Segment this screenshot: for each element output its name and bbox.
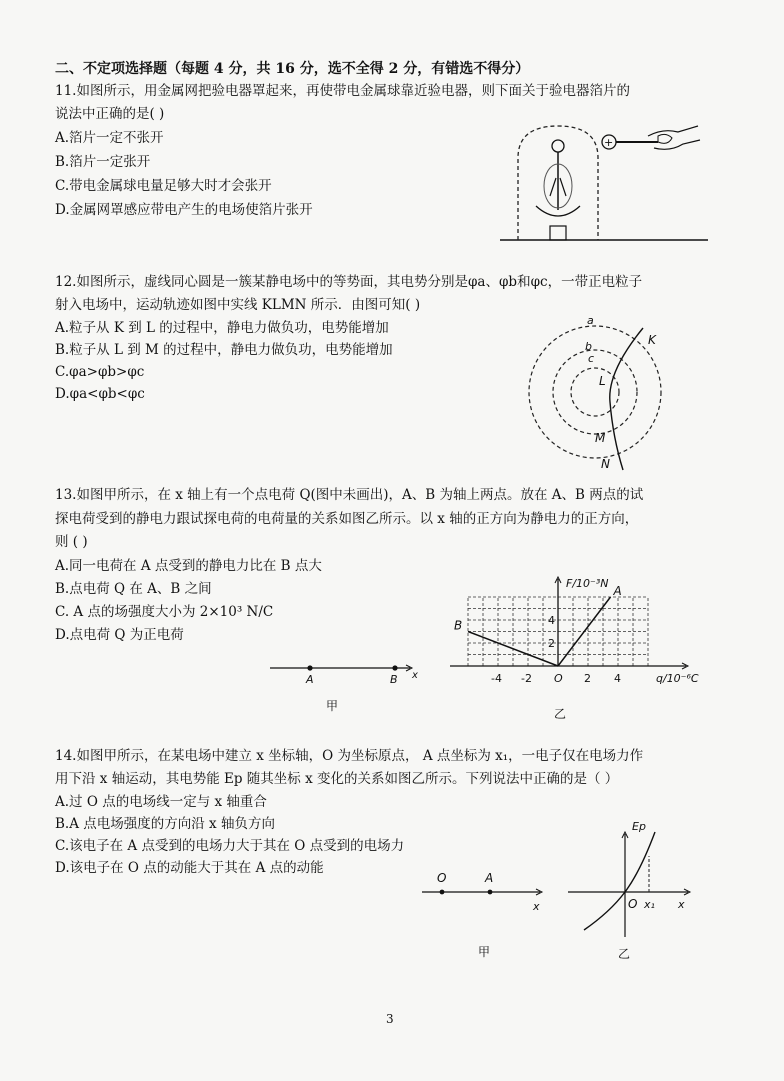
series-label-a: A [613,584,622,598]
x-tick-label: -4 [491,672,502,685]
q11-option-a: A.箔片一定不张开 [55,130,164,146]
trajectory-klmn [610,328,643,470]
q13-option-c: C. A 点的场强度大小为 2×10³ N/C [55,604,274,620]
q14-fig-jia [420,870,560,965]
q14-fig-yi-ep-curve [560,812,710,967]
x-tick-label: -2 [521,672,532,685]
label-b: b [585,340,592,353]
q12-option-c: C.φa>φb>φc [55,364,145,380]
q13-force-charge-chart [440,560,710,720]
page-number: 3 [386,1012,394,1026]
caption-jia: 甲 [326,699,339,713]
label-x: x [412,670,418,681]
electroscope-knob [552,140,564,152]
x-tick-label: 2 [584,672,591,685]
q11-electroscope-figure [498,118,723,248]
label-k: K [648,333,656,347]
q12-stem-line1: 12.如图所示，虚线同心圆是一簇某静电场中的等势面，其电势分别是φa、φb和φc，一带正电粒子 [55,274,643,290]
q14-option-a: A.过 O 点的电场线一定与 x 轴重合 [55,794,267,810]
x-tick-label: O [554,672,563,685]
series-label-b: B [454,618,463,633]
q12-option-a: A.粒子从 K 到 L 的过程中，静电力做负功，电势能增加 [55,320,389,336]
q12-option-b: B.粒子从 L 到 M 的过程中，静电力做负功，电势能增加 [55,342,393,358]
q14-option-d: D.该电子在 O 点的动能大于其在 A 点的动能 [55,860,324,876]
point-o [440,890,445,895]
q11-stem-line2: 说法中正确的是( ) [55,106,165,122]
section-title: 二、不定项选择题（每题 4 分，共 16 分，选不全得 2 分，有错选不得分） [55,61,530,77]
label-x: x [533,900,540,913]
plus-sign: + [604,136,614,149]
equipotential-circle-c [571,368,619,416]
q13-stem-line1: 13.如图甲所示，在 x 轴上有一个点电荷 Q(图中未画出)，A、B 为轴上两点。放在 A、B 两点的试 [55,487,644,503]
label-b: B [390,673,398,686]
point-b [392,665,397,670]
label-x: x [678,898,685,911]
caption-yi: 乙 [618,947,631,961]
ep-curve [584,832,655,930]
caption-yi: 乙 [554,707,567,721]
q14-stem-line2: 用下沿 x 轴运动，其电势能 Ep 随其坐标 x 变化的关系如图乙所示。下列说法中正确的是（ ） [55,771,619,787]
label-ep: Ep [632,820,646,833]
y-tick-label: 4 [548,614,555,627]
q14-stem-line1: 14.如图甲所示，在某电场中建立 x 坐标轴，O 为坐标原点， A 点坐标为 x₁，一电子仅在电场力作 [55,748,644,764]
q13-fig-jia [268,658,428,718]
q11-option-c: C.带电金属球电量足够大时才会张开 [55,178,272,194]
q13-option-a: A.同一电荷在 A 点受到的静电力比在 B 点大 [55,558,322,574]
q13-stem-line3: 则 ( ) [55,534,88,550]
y-axis-label: F/10⁻³N [566,577,609,590]
q14-option-b: B.A 点电场强度的方向沿 x 轴负方向 [55,816,275,832]
label-l: L [599,374,606,388]
q13-option-b: B.点电荷 Q 在 A、B 之间 [55,581,212,597]
label-o: O [628,897,638,911]
caption-jia: 甲 [478,945,491,959]
label-x1: x₁ [644,898,655,911]
q12-stem-line2: 射入电场中，运动轨迹如图中实线 KLMN 所示．由图可知( ) [55,297,421,313]
point-a [488,890,493,895]
q12-equipotential-figure [525,310,675,475]
label-m: M [595,431,606,445]
q11-option-d: D.金属网罩感应带电产生的电场使箔片张开 [55,202,313,218]
label-a: A [306,673,314,686]
hand-icon [648,126,700,149]
q13-stem-line2: 探电荷受到的静电力跟试探电荷的电荷量的关系如图乙所示。以 x 轴的正方向为静电力的正方向， [55,511,639,527]
point-a [307,665,312,670]
equipotential-circle-b [553,350,637,434]
q12-option-d: D.φa<φb<φc [55,386,145,402]
y-tick-label: 2 [548,637,555,650]
x-tick-label: 4 [614,672,621,685]
q13-option-d: D.点电荷 Q 为正电荷 [55,627,184,643]
label-n: N [601,457,610,471]
q14-option-c: C.该电子在 A 点受到的电场力大于其在 O 点受到的电场力 [55,838,405,854]
label-c: c [588,352,595,365]
label-a: a [587,314,594,327]
label-o: O [437,871,447,885]
q11-stem-line1: 11.如图所示，用金属网把验电器罩起来，再使带电金属球靠近验电器，则下面关于验电器箔片的 [55,83,630,99]
q11-option-b: B.箔片一定张开 [55,154,151,170]
x-axis-label: q/10⁻⁶C [656,672,699,685]
label-a: A [485,871,494,885]
